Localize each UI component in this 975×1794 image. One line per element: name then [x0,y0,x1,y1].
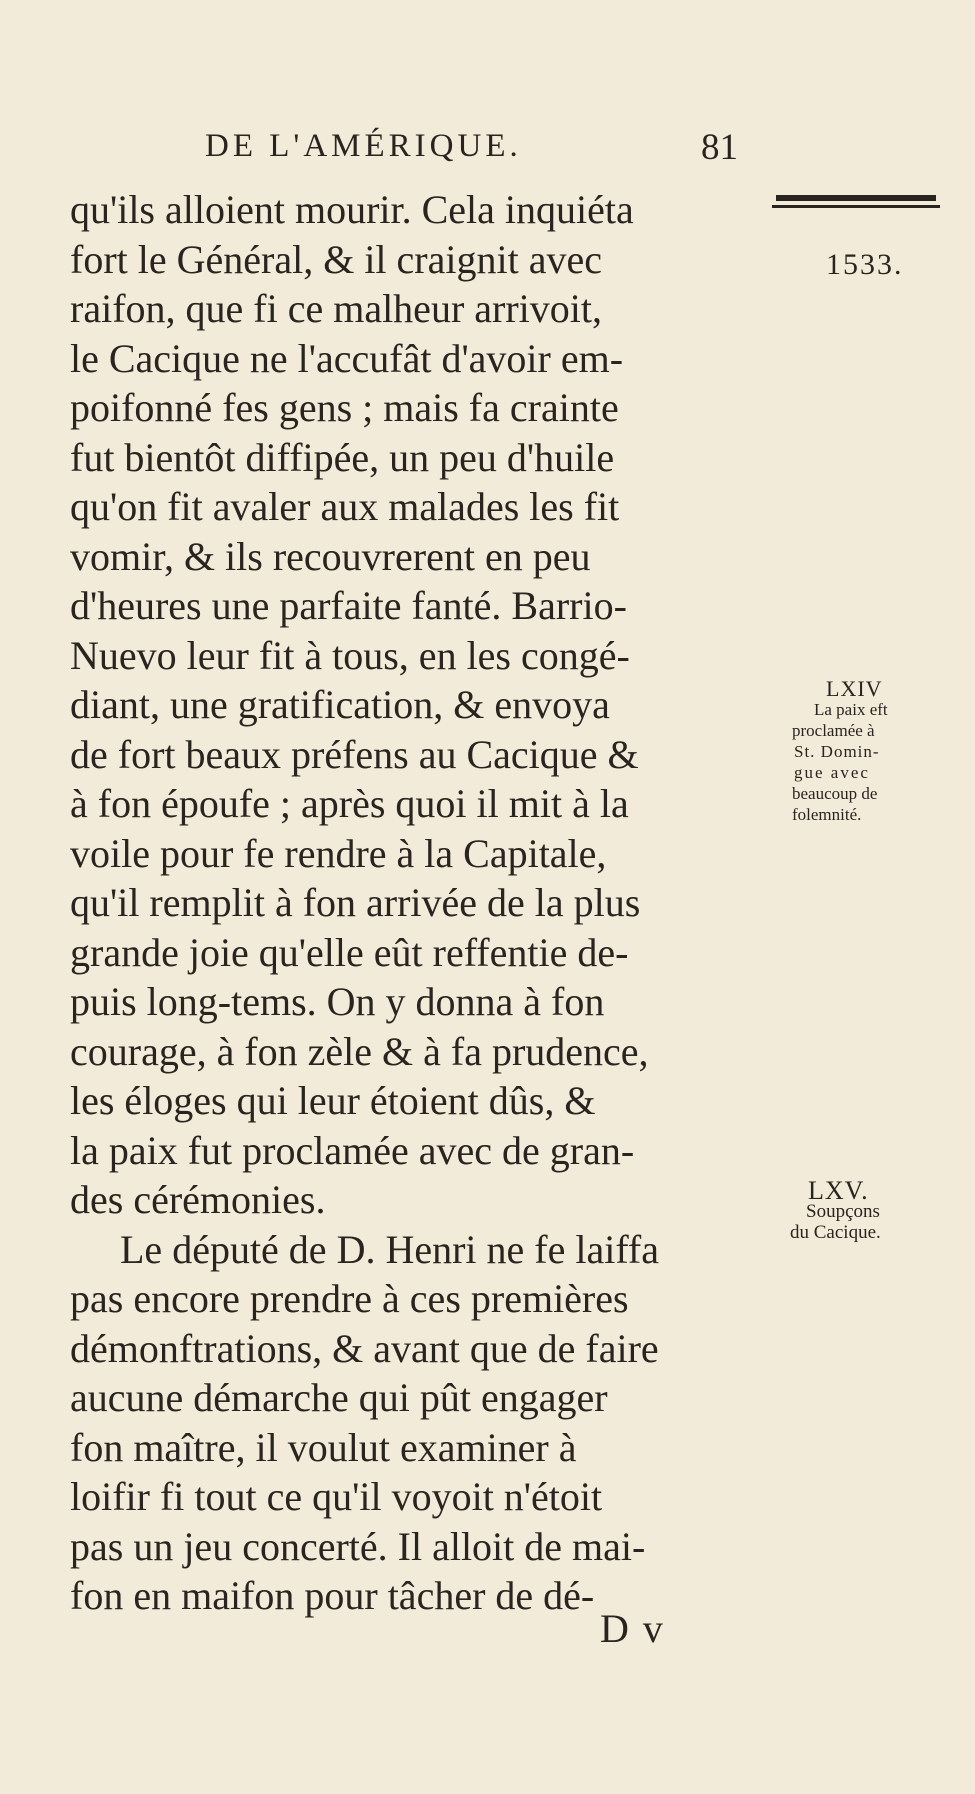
text-line: fon maître, il voulut examiner à [70,1424,577,1470]
margin-note-number: LXV. [808,1176,869,1205]
margin-year: 1533. [826,248,904,281]
text-line: diant, une gratification, & envoya [70,682,610,727]
text-line: de fort beaux préfens au Cacique & [70,731,639,777]
running-title: DE L'AMÉRIQUE. [205,128,522,164]
text-line: à fon époufe ; après quoi il mit à la [70,781,629,826]
margin-note-line: St. Domin- [794,742,880,761]
ornament-bar-bottom [772,205,940,208]
margin-note-line: La paix eft [814,700,888,719]
text-line: poifonné fes gens ; mais fa crainte [70,385,619,430]
page-number: 81 [701,127,738,168]
text-line: pas encore prendre à ces premières [70,1276,629,1321]
text-line: d'heures une parfaite fanté. Barrio- [70,583,627,628]
body-text [70,185,770,1621]
margin-note-line: gue avec [794,763,870,782]
text-line: des cérémonies. [70,1177,326,1222]
ornament-bar-top [776,195,936,201]
margin-note-line: beaucoup de [792,784,878,803]
text-line: Le député de D. Henri ne fe laiffa [120,1226,660,1272]
signature-mark: D v [600,1606,665,1651]
text-line: aucune démarche qui pût engager [70,1375,608,1420]
text-line: fort le Général, & il craignit avec [70,236,602,282]
text-line: loifir fi tout ce qu'il voyoit n'étoit [70,1474,603,1519]
margin-note-lxv [790,1176,881,1243]
margin-note-line: Soupçons [806,1201,880,1222]
text-line: démonftrations, & avant que de faire [70,1325,659,1371]
text-line: qu'on fit avaler aux malades les fit [70,484,620,529]
text-line: qu'ils alloient mourir. Cela inquiéta [70,187,634,232]
margin-note-lxiv [792,678,888,825]
text-line: pas un jeu concerté. Il alloit de mai- [70,1523,646,1569]
margin-note-line: du Cacique. [790,1222,881,1243]
margin-ornament-rule [772,195,942,211]
text-line: voile pour fe rendre à la Capitale, [70,830,607,876]
text-line: fon en maifon pour tâcher de dé- [70,1573,595,1618]
text-line: fut bientôt diffipée, un peu d'huile [70,434,615,480]
text-line: la paix fut proclamée avec de gran- [70,1127,635,1173]
text-line: puis long-tems. On y donna à fon [70,979,605,1024]
text-line: vomir, & ils recouvrerent en peu [70,533,591,579]
text-line: raifon, que fi ce malheur arrivoit, [70,286,602,331]
page-header [205,128,945,188]
text-line: courage, à fon zèle & à fa prudence, [70,1028,649,1074]
margin-note-line: proclamée à [792,721,875,740]
text-line: les éloges qui leur étoient dûs, & [70,1078,596,1123]
text-line: Nuevo leur fit à tous, en les congé- [70,632,630,678]
text-line: qu'il remplit à fon arrivée de la plus [70,880,641,925]
margin-note-number: LXIV [826,676,883,701]
margin-note-line: folemnité. [792,805,862,824]
text-line: le Cacique ne l'accufât d'avoir em- [70,335,624,381]
text-line: grande joie qu'elle eût reffentie de- [70,929,629,975]
